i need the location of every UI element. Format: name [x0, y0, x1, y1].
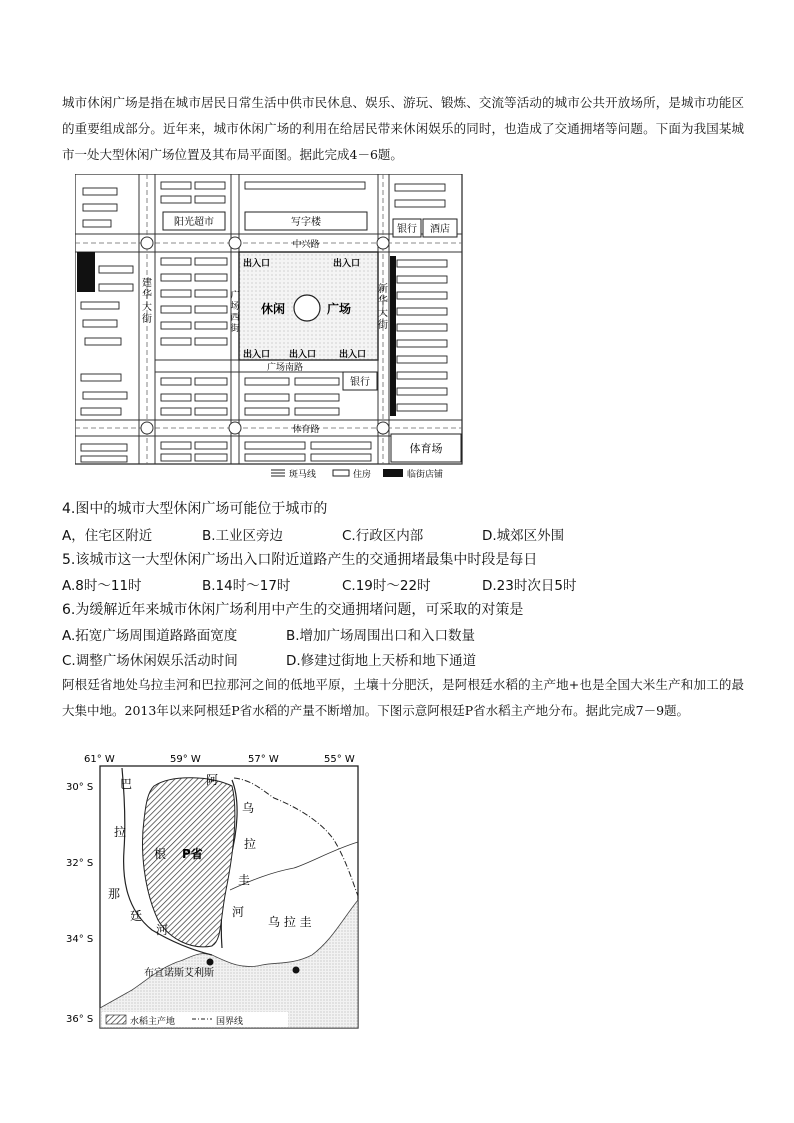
q6-option-b: B.增加广场周围出口和入口数量	[286, 628, 476, 644]
svg-text:出入口: 出入口	[243, 259, 271, 269]
svg-text:布宜诺斯艾利斯: 布宜诺斯艾利斯	[144, 968, 214, 979]
label-bank-bottom: 银行	[350, 377, 370, 388]
q5-option-d: D.23时次日5时	[482, 578, 577, 594]
svg-text:59° W: 59° W	[170, 754, 201, 765]
q5-option-a: A.8时～11时	[62, 578, 142, 594]
square-label-left: 休闲	[261, 302, 286, 316]
q4-option-d: D.城郊区外围	[482, 528, 565, 544]
svg-text:30° S: 30° S	[66, 782, 94, 793]
q4-stem: 4.图中的城市大型休闲广场可能位于城市的	[62, 501, 328, 517]
svg-text:出入口: 出入口	[243, 350, 271, 360]
q5-option-b: B.14时～17时	[202, 578, 291, 594]
svg-text:大: 大	[378, 308, 388, 319]
svg-text:55° W: 55° W	[324, 754, 355, 765]
q4-option-a: A，住宅区附近	[62, 528, 153, 544]
svg-text:巴: 巴	[120, 777, 133, 791]
svg-text:街: 街	[230, 324, 240, 334]
label-bank-top: 银行	[397, 224, 417, 235]
svg-text:廷: 廷	[130, 909, 143, 923]
svg-text:河: 河	[156, 923, 169, 937]
q4-option-c: C.行政区内部	[342, 528, 424, 544]
svg-text:西: 西	[230, 313, 240, 323]
svg-text:河: 河	[232, 905, 245, 919]
road-guangchang-south: 广场南路	[266, 363, 304, 373]
svg-text:街: 街	[378, 320, 388, 331]
svg-text:华: 华	[142, 290, 152, 301]
road-zhongxing: 中兴路	[292, 240, 320, 250]
label-stadium: 体育场	[409, 442, 443, 455]
q5-option-c: C.19时～22时	[342, 578, 431, 594]
q5-stem: 5.该城市这一大型休闲广场出入口附近道路产生的交通拥堵最集中时段是每日	[62, 552, 538, 568]
label-hotel: 酒店	[430, 224, 450, 235]
map1-legend	[271, 468, 443, 480]
longitude-labels	[84, 754, 355, 765]
svg-text:斑马线: 斑马线	[289, 470, 317, 480]
svg-text:36° S: 36° S	[66, 1014, 94, 1025]
svg-text:华: 华	[378, 296, 388, 307]
q6-option-d: D.修建过街地上天桥和地下通道	[286, 653, 477, 669]
street-shop-left	[77, 252, 95, 292]
svg-text:57° W: 57° W	[248, 754, 279, 765]
q6-stem: 6.为缓解近年来城市休闲广场利用中产生的交通拥堵问题，可采取的对策是	[62, 602, 524, 618]
road-tiyu: 体育路	[292, 425, 320, 435]
svg-text:广: 广	[230, 291, 240, 301]
svg-text:新: 新	[378, 284, 388, 295]
map2-legend	[102, 1012, 288, 1027]
svg-text:场: 场	[230, 302, 240, 312]
svg-text:国界线: 国界线	[216, 1017, 244, 1027]
intro-paragraph-1: 城市休闲广场是指在城市居民日常生活中供市民休息、娱乐、游玩、锻炼、交流等活动的城市公共开放场所，是城市功能区的重要组成部分。近年来，城市休闲广场的利用在给居民带来休闲娱乐的同时，也造成了交通拥堵等问题。下面为我国某城市一处大型休闲广场位置及其布局平面图。据此完成4－6题。	[62, 95, 744, 162]
road-guangchang-west	[230, 289, 239, 334]
svg-text:乌: 乌	[242, 801, 255, 815]
svg-text:34° S: 34° S	[66, 934, 94, 945]
q4-option-b: B.工业区旁边	[202, 528, 284, 544]
square-label-right: 广场	[327, 302, 352, 316]
road-jianhua	[142, 276, 152, 325]
svg-text:出入口: 出入口	[289, 350, 317, 360]
label-office: 写字楼	[291, 217, 321, 228]
svg-text:出入口: 出入口	[333, 259, 361, 269]
svg-text:那: 那	[108, 887, 121, 901]
svg-text:街: 街	[142, 314, 152, 325]
intro-paragraph-2: 阿根廷省地处乌拉圭河和巴拉那河之间的低地平原，土壤十分肥沃，是阿根廷水稻的主产地+也是全国大米生产和加工的最大集中地。2013年以来阿根廷P省水稻的产量不断增加。下图示意阿根廷P省水稻主产地分布。据此完成7－9题。	[62, 677, 744, 718]
svg-text:出入口: 出入口	[339, 350, 367, 360]
svg-text:水稻主产地: 水稻主产地	[130, 1017, 176, 1027]
q6-option-a: A.拓宽广场周围道路路面宽度	[62, 628, 238, 644]
svg-text:拉: 拉	[244, 837, 257, 851]
svg-text:32° S: 32° S	[66, 858, 94, 869]
label-sunshine-market: 阳光超市	[174, 217, 214, 228]
latitude-labels	[66, 782, 93, 1025]
street-shop-right	[390, 256, 396, 416]
svg-text:拉: 拉	[114, 825, 127, 839]
svg-text:圭: 圭	[238, 873, 251, 887]
square-layout-map	[75, 174, 464, 484]
argentina-p-province-map	[62, 750, 372, 1040]
svg-text:P省: P省	[182, 847, 203, 861]
q6-option-c: C.调整广场休闲娱乐活动时间	[62, 653, 238, 669]
svg-text:建: 建	[142, 278, 152, 289]
svg-text:61° W: 61° W	[84, 754, 115, 765]
svg-text:住房: 住房	[353, 470, 372, 480]
svg-text:乌 拉 圭: 乌 拉 圭	[268, 915, 312, 929]
svg-text:阿: 阿	[206, 773, 219, 787]
svg-text:大: 大	[142, 302, 152, 313]
svg-text:根: 根	[154, 847, 167, 861]
svg-text:临街店铺: 临街店铺	[407, 470, 444, 480]
